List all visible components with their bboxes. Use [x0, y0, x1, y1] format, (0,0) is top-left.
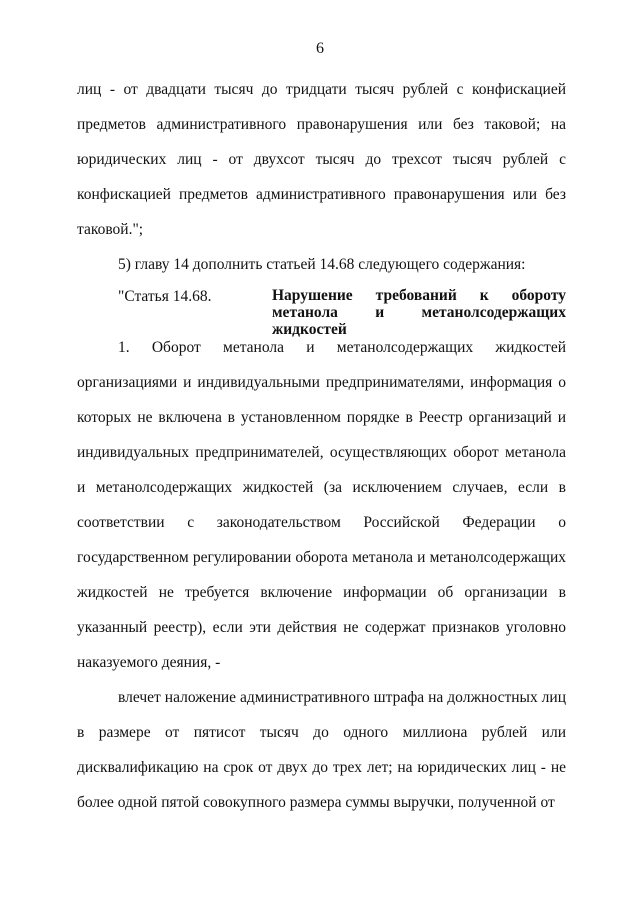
- page-number: 6: [316, 40, 324, 57]
- article-label: "Статья 14.68.: [118, 288, 212, 305]
- paragraph-sanction: влечет наложение административного штрафа на должностных лиц в размере от пятисот тысяч до одного миллиона рублей или дисквалификацию на срок от двух до трех лет; на юридических лиц - не более одной пятой совокупного размера суммы выручки, полученной от: [77, 689, 566, 811]
- paragraph-penalty-continuation: лиц - от двадцати тысяч до тридцати тысяч рублей с конфискацией предметов административного правонарушения или без таковой; на юридических лиц - от двухсот тысяч до трехсот тысяч рублей с конфискацией предметов административного правонарушения или без таковой.";: [77, 81, 566, 238]
- text-block-top: [77, 72, 566, 282]
- text-block-bottom: [77, 330, 566, 820]
- paragraph-amendment-5: 5) главу 14 дополнить статьей 14.68 следующего содержания:: [118, 256, 526, 273]
- paragraph-article-part-1: 1. Оборот метанола и метанолсодержащих жидкостей организациями и индивидуальными предпринимателями, информация о которых не включена в установленном порядке в Реестр организаций и индивидуальных предпринимателей, осуществляющих оборот метанола и метанолсодержащих жидкостей (за исключением случаев, если в соответствии с законодательством Российской Федерации о государственном регулировании оборота метанола и метанолсодержащих жидкостей не требуется включение информации об организации в указанный реестр), если эти действия не содержат признаков уголовно наказуемого деяния, -: [77, 339, 566, 671]
- article-title: Нарушение требований к обороту метанола и метанолсодержащих жидкостей: [272, 287, 566, 338]
